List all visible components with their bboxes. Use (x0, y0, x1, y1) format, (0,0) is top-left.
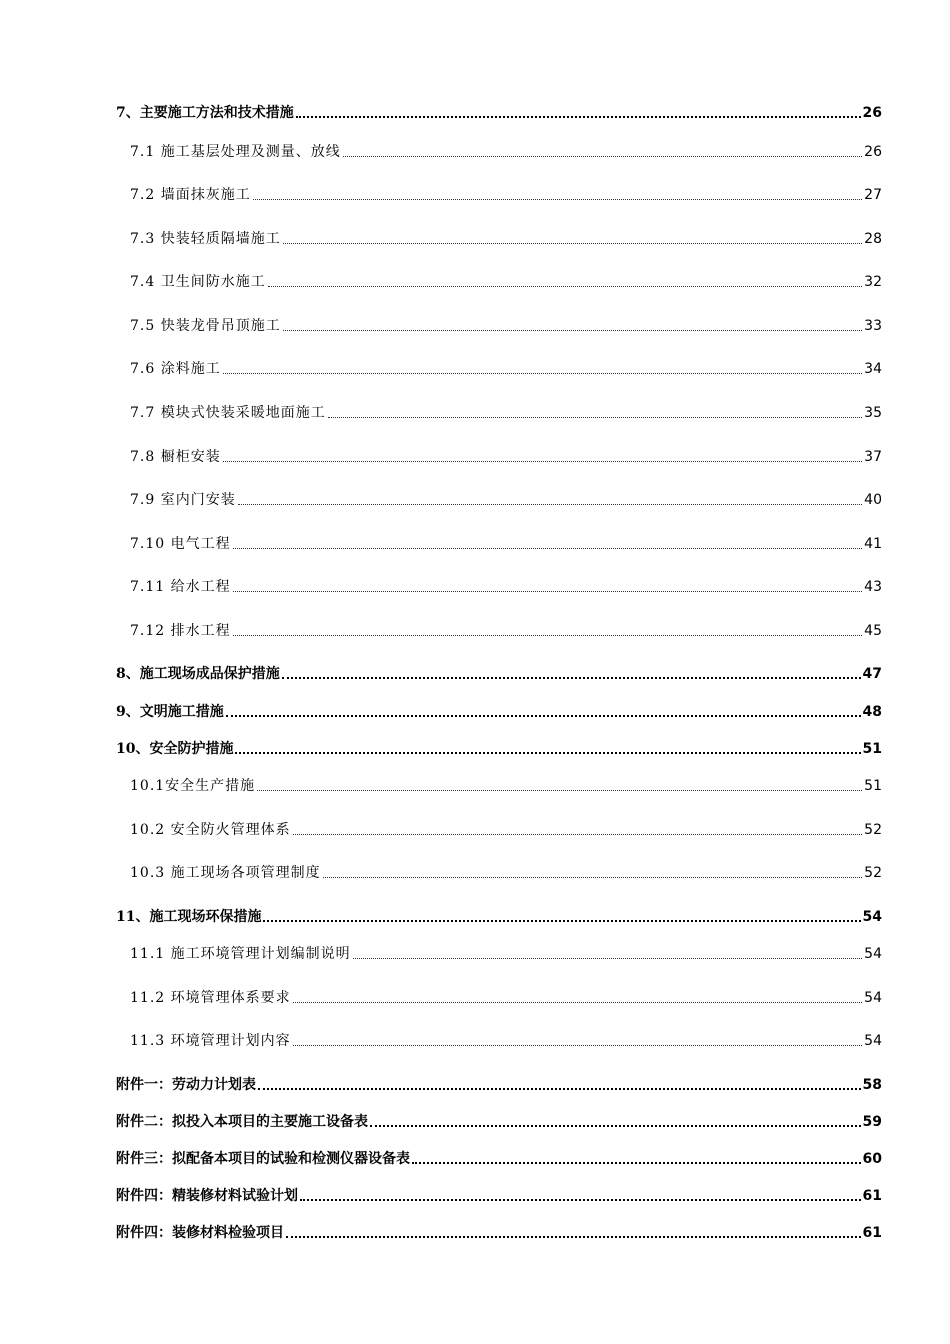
toc-entry-title: 7.11 给水工程 (130, 579, 231, 595)
toc-dot-leader (412, 1148, 861, 1164)
toc-dot-leader (293, 1031, 863, 1046)
toc-entry-title: 7.3 快装轻质隔墙施工 (130, 231, 281, 247)
toc-page-number: 60 (862, 1151, 882, 1167)
toc-entry-title: 11.2 环境管理体系要求 (130, 990, 291, 1006)
toc-page-number: 54 (864, 1033, 882, 1049)
toc-dot-leader (293, 820, 863, 835)
toc-entry[interactable] (116, 100, 882, 122)
toc-entry-title: 7.4 卫生间防水施工 (130, 274, 266, 290)
toc-entry-title: 附件四：装修材料检验项目 (116, 1225, 284, 1241)
toc-entry[interactable] (130, 400, 882, 422)
toc-page-number: 61 (862, 1188, 882, 1204)
toc-dot-leader (323, 863, 863, 878)
toc-entry[interactable] (130, 313, 882, 335)
toc-entry-title: 7.2 墙面抹灰施工 (130, 187, 251, 203)
toc-dot-leader (226, 701, 861, 717)
toc-page-number: 58 (862, 1077, 882, 1093)
toc-dot-leader (343, 142, 862, 157)
toc-entry[interactable] (130, 860, 882, 882)
toc-entry-title: 附件一：劳动力计划表 (116, 1077, 256, 1093)
toc-entry[interactable] (130, 941, 882, 963)
toc-dot-leader (283, 316, 862, 331)
toc-page-number: 37 (864, 449, 882, 465)
toc-page-number: 26 (864, 144, 882, 160)
toc-entry-title: 10、安全防护措施 (116, 741, 234, 757)
toc-entry[interactable] (116, 661, 882, 683)
toc-entry[interactable] (116, 1183, 882, 1205)
toc-dot-leader (282, 663, 861, 679)
toc-dot-leader (286, 1222, 861, 1238)
toc-dot-leader (253, 185, 862, 200)
toc-page-number: 41 (864, 536, 882, 552)
toc-entry-title: 11.1 施工环境管理计划编制说明 (130, 946, 351, 962)
toc-entry-title: 7、主要施工方法和技术措施 (116, 105, 294, 121)
toc-entry-title: 7.8 橱柜安装 (130, 449, 221, 465)
toc-entry[interactable] (130, 356, 882, 378)
toc-dot-leader (283, 229, 862, 244)
toc-entry[interactable] (130, 139, 882, 161)
toc-entry-title: 7.9 室内门安装 (130, 492, 236, 508)
toc-page-number: 28 (864, 231, 882, 247)
toc-page-number: 51 (862, 741, 882, 757)
toc-entry[interactable] (130, 773, 882, 795)
toc-page-number: 45 (864, 623, 882, 639)
toc-entry[interactable] (130, 574, 882, 596)
toc-dot-leader (233, 621, 863, 636)
toc-entry[interactable] (116, 1109, 882, 1131)
toc-page-number: 54 (862, 909, 882, 925)
toc-page-number: 32 (864, 274, 882, 290)
toc-entry[interactable] (130, 269, 882, 291)
toc-entry[interactable] (130, 226, 882, 248)
toc-entry-title: 7.6 涂料施工 (130, 361, 221, 377)
toc-dot-leader (257, 776, 862, 791)
toc-page-number: 54 (864, 946, 882, 962)
toc-dot-leader (328, 403, 862, 418)
toc-dot-leader (263, 906, 860, 922)
toc-page-number: 43 (864, 579, 882, 595)
toc-page-number: 40 (864, 492, 882, 508)
toc-entry-title: 9、文明施工措施 (116, 704, 224, 720)
toc-entry-title: 7.5 快装龙骨吊顶施工 (130, 318, 281, 334)
toc-entry[interactable] (116, 699, 882, 721)
toc-entry[interactable] (116, 1072, 882, 1094)
toc-dot-leader (370, 1111, 861, 1127)
toc-entry[interactable] (116, 736, 882, 758)
toc-entry-title: 7.7 模块式快装采暖地面施工 (130, 405, 326, 421)
toc-entry[interactable] (116, 1146, 882, 1168)
toc-page-number: 61 (862, 1225, 882, 1241)
toc-entry[interactable] (130, 487, 882, 509)
toc-entry[interactable] (130, 618, 882, 640)
toc-dot-leader (223, 359, 862, 374)
toc-page-number: 26 (862, 105, 882, 121)
toc-dot-leader (233, 577, 863, 592)
toc-entry[interactable] (130, 1028, 882, 1050)
toc-dot-leader (353, 944, 863, 959)
toc-dot-leader (300, 1185, 861, 1201)
toc-entry-title: 11、施工现场环保措施 (116, 909, 262, 925)
toc-page-number: 34 (864, 361, 882, 377)
toc-entry[interactable] (130, 985, 882, 1007)
toc-page-number: 54 (864, 990, 882, 1006)
toc-page-number: 48 (862, 704, 882, 720)
toc-dot-leader (235, 738, 860, 754)
toc-dot-leader (296, 102, 861, 118)
toc-entry[interactable] (116, 904, 882, 926)
toc-page-number: 52 (864, 822, 882, 838)
toc-entry-title: 7.10 电气工程 (130, 536, 231, 552)
toc-entry-title: 10.3 施工现场各项管理制度 (130, 865, 321, 881)
toc-page-number: 59 (862, 1114, 882, 1130)
toc-page-number: 51 (864, 778, 882, 794)
toc-page-number: 35 (864, 405, 882, 421)
toc-dot-leader (293, 988, 863, 1003)
toc-entry-title: 10.2 安全防火管理体系 (130, 822, 291, 838)
toc-entry-title: 11.3 环境管理计划内容 (130, 1033, 291, 1049)
toc-entry[interactable] (130, 817, 882, 839)
toc-entry-title: 附件三：拟配备本项目的试验和检测仪器设备表 (116, 1151, 410, 1167)
toc-entry-title: 附件四：精装修材料试验计划 (116, 1188, 298, 1204)
toc-page-number: 27 (864, 187, 882, 203)
toc-entry-title: 附件二：拟投入本项目的主要施工设备表 (116, 1114, 368, 1130)
toc-dot-leader (223, 447, 862, 462)
toc-page-number: 33 (864, 318, 882, 334)
toc-dot-leader (233, 534, 863, 549)
toc-entry-title: 8、施工现场成品保护措施 (116, 666, 280, 682)
toc-entry[interactable] (130, 444, 882, 466)
toc-entry[interactable] (116, 1220, 882, 1242)
toc-entry-title: 10.1安全生产措施 (130, 778, 256, 794)
toc-dot-leader (238, 490, 862, 505)
toc-page-number: 52 (864, 865, 882, 881)
toc-entry[interactable] (130, 531, 882, 553)
toc-dot-leader (258, 1074, 861, 1090)
toc-entry-title: 7.1 施工基层处理及测量、放线 (130, 144, 341, 160)
toc-dot-leader (268, 272, 862, 287)
toc-page-number: 47 (862, 666, 882, 682)
toc-entry-title: 7.12 排水工程 (130, 623, 231, 639)
toc-entry[interactable] (130, 182, 882, 204)
